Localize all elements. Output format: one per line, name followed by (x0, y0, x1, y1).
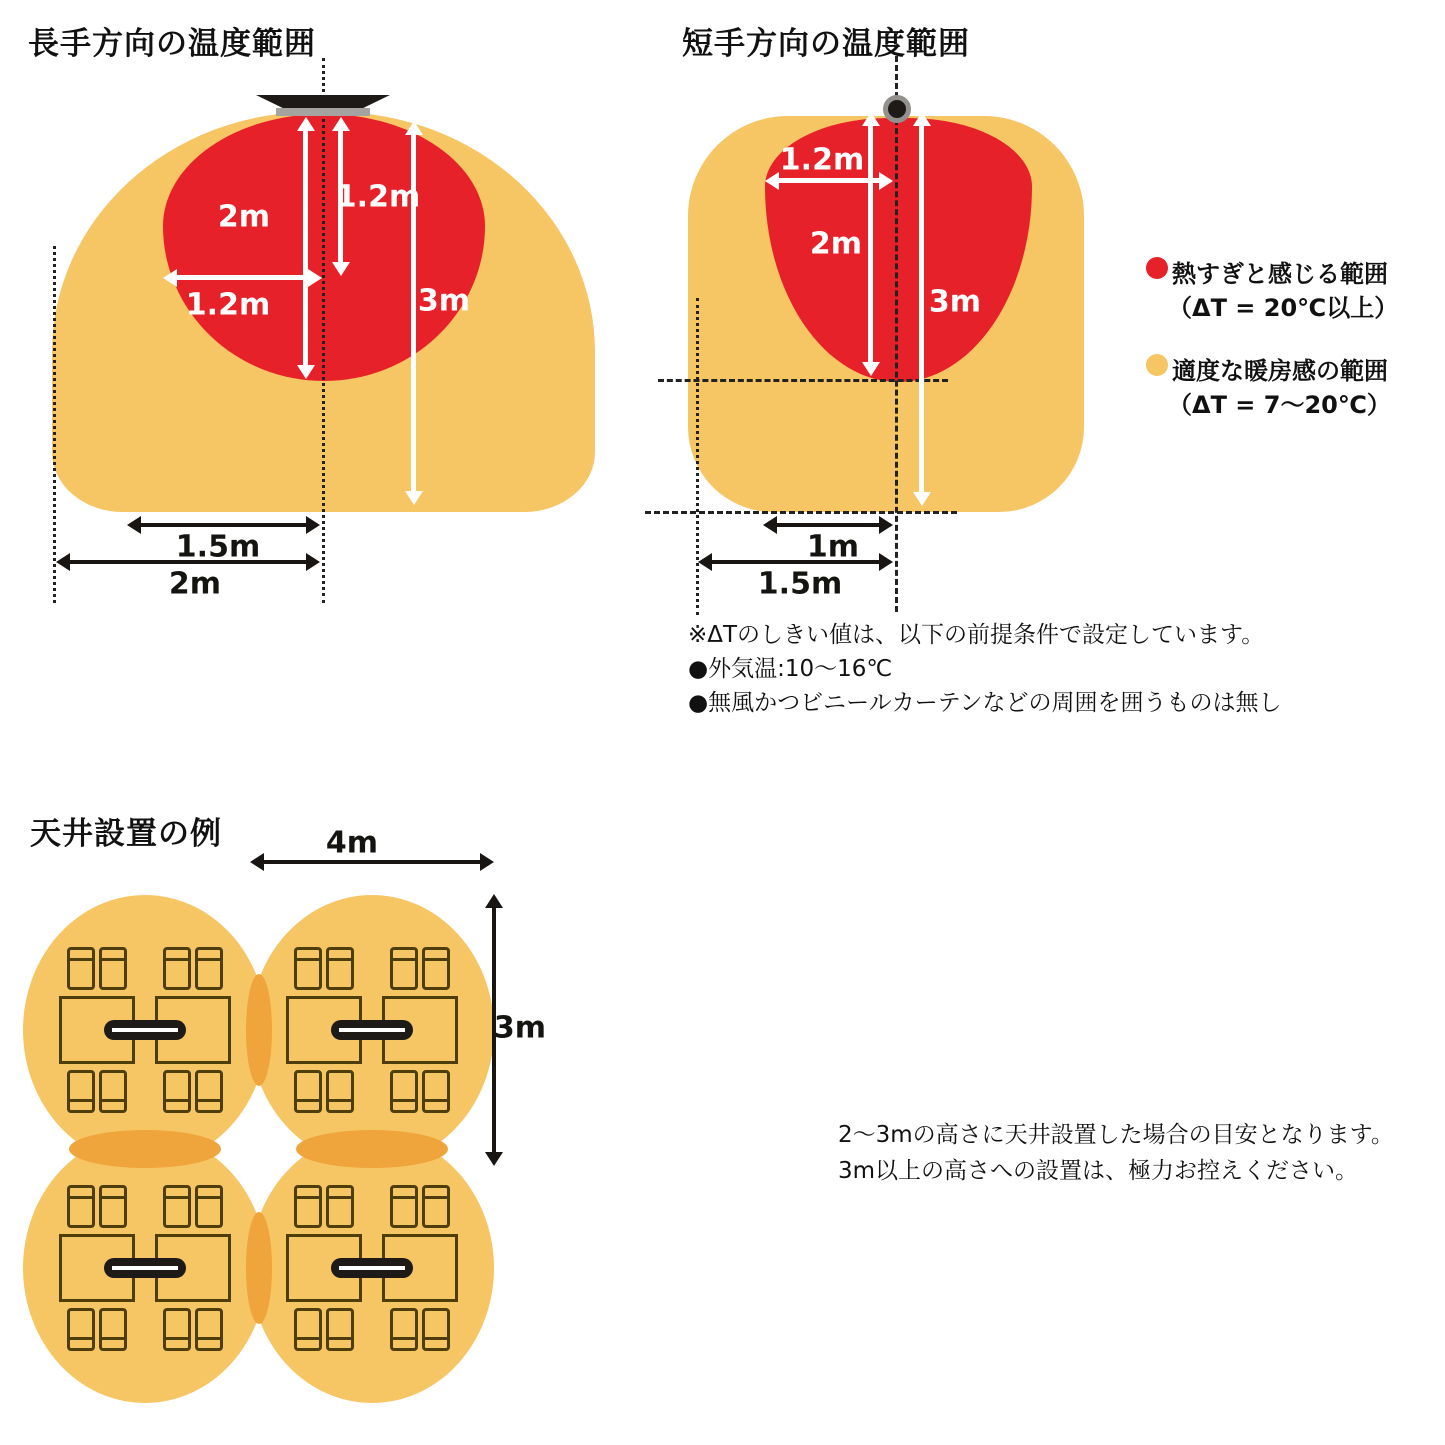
long-2m-arrow (303, 131, 308, 365)
long-1-2m-horizontal-arrow (177, 275, 308, 280)
chair (99, 1070, 127, 1113)
ceiling-3m-label: 3m (493, 1010, 547, 1046)
chair (195, 1185, 223, 1228)
short-center-dashed-line (895, 56, 898, 612)
chair (195, 1070, 223, 1113)
legend-warm-dot (1146, 354, 1168, 376)
chair (163, 1070, 191, 1113)
chair (99, 1185, 127, 1228)
long-1-5m-bottom-arrow (141, 523, 306, 527)
chair (390, 1070, 418, 1113)
chair (326, 1070, 354, 1113)
chair (195, 947, 223, 990)
chair (294, 1308, 322, 1351)
long-center-dotted-line (322, 58, 325, 603)
ceiling-example-title: 天井設置の例 (30, 816, 222, 852)
chair (422, 1185, 450, 1228)
legend-hot-sub: （ΔT = 20℃以上） (1168, 294, 1399, 322)
chair (163, 1185, 191, 1228)
chair (67, 1070, 95, 1113)
long-left-dotted-line (53, 246, 56, 603)
chair (422, 1308, 450, 1351)
ceiling-caption-line1: 2～3mの高さに天井設置した場合の目安となります。 (838, 1122, 1394, 1148)
short-3m-arrow (919, 126, 924, 492)
chair (67, 1308, 95, 1351)
overlap-lens (246, 1212, 272, 1324)
chair (422, 1070, 450, 1113)
ceiling-caption-line2: 3m以上の高さへの設置は、極力お控えください。 (838, 1158, 1359, 1184)
ceiling-heater-icon (331, 1020, 413, 1040)
ceiling-heater-icon (104, 1258, 186, 1278)
chair (294, 1070, 322, 1113)
legend-warm-sub: （ΔT = 7～20℃） (1168, 391, 1391, 419)
note-no-wind: ●無風かつビニールカーテンなどの周囲を囲うものは無し (688, 690, 1282, 716)
chair (390, 947, 418, 990)
short-direction-title: 短手方向の温度範囲 (682, 26, 970, 62)
chair (294, 947, 322, 990)
heater-end-icon (883, 95, 911, 123)
chair (67, 1185, 95, 1228)
ceiling-heater-icon (331, 1258, 413, 1278)
overlap-lens (246, 974, 272, 1086)
ceiling-4m-arrow (264, 860, 480, 864)
overlap-lens (296, 1130, 448, 1168)
long-1-2m-vertical-label: 1.2m (335, 179, 421, 215)
long-3m-label: 3m (417, 283, 471, 319)
legend-hot-dot (1146, 257, 1168, 279)
chair (99, 947, 127, 990)
short-1-2m-arrow (779, 178, 879, 183)
chair (422, 947, 450, 990)
short-2m-label: 2m (809, 226, 863, 262)
short-2m-level-dashed-line (658, 379, 948, 382)
note-threshold: ※ΔTのしきい値は、以下の前提条件で設定しています。 (688, 622, 1265, 648)
short-1m-bottom-label: 1m (806, 529, 860, 565)
chair (67, 947, 95, 990)
short-floor-dashed-line (645, 511, 957, 514)
long-2m-label: 2m (217, 199, 271, 235)
short-1-5m-bottom-label: 1.5m (757, 566, 843, 602)
note-outside-temp: ●外気温:10～16℃ (688, 656, 893, 682)
chair (326, 1185, 354, 1228)
short-3m-label: 3m (928, 284, 982, 320)
short-1-2m-label: 1.2m (779, 142, 865, 178)
long-1-2m-horizontal-label: 1.2m (185, 287, 271, 323)
legend-warm-label: 適度な暖房感の範囲 (1172, 357, 1388, 385)
long-2m-bottom-label: 2m (168, 566, 222, 602)
overlap-lens (69, 1130, 221, 1168)
chair (326, 947, 354, 990)
legend-hot-label: 熱すぎと感じる範囲 (1172, 260, 1388, 288)
short-1m-bottom-arrow (777, 523, 879, 527)
chair (163, 947, 191, 990)
chair (195, 1308, 223, 1351)
chair (390, 1185, 418, 1228)
long-1-5m-bottom-label: 1.5m (175, 529, 261, 565)
heater-side-element (276, 108, 370, 116)
chair (99, 1308, 127, 1351)
chair (326, 1308, 354, 1351)
chair (390, 1308, 418, 1351)
ceiling-heater-icon (104, 1020, 186, 1040)
ceiling-4m-label: 4m (325, 825, 379, 861)
long-direction-title: 長手方向の温度範囲 (28, 26, 316, 62)
short-2m-arrow (868, 126, 873, 362)
chair (294, 1185, 322, 1228)
chair (163, 1308, 191, 1351)
